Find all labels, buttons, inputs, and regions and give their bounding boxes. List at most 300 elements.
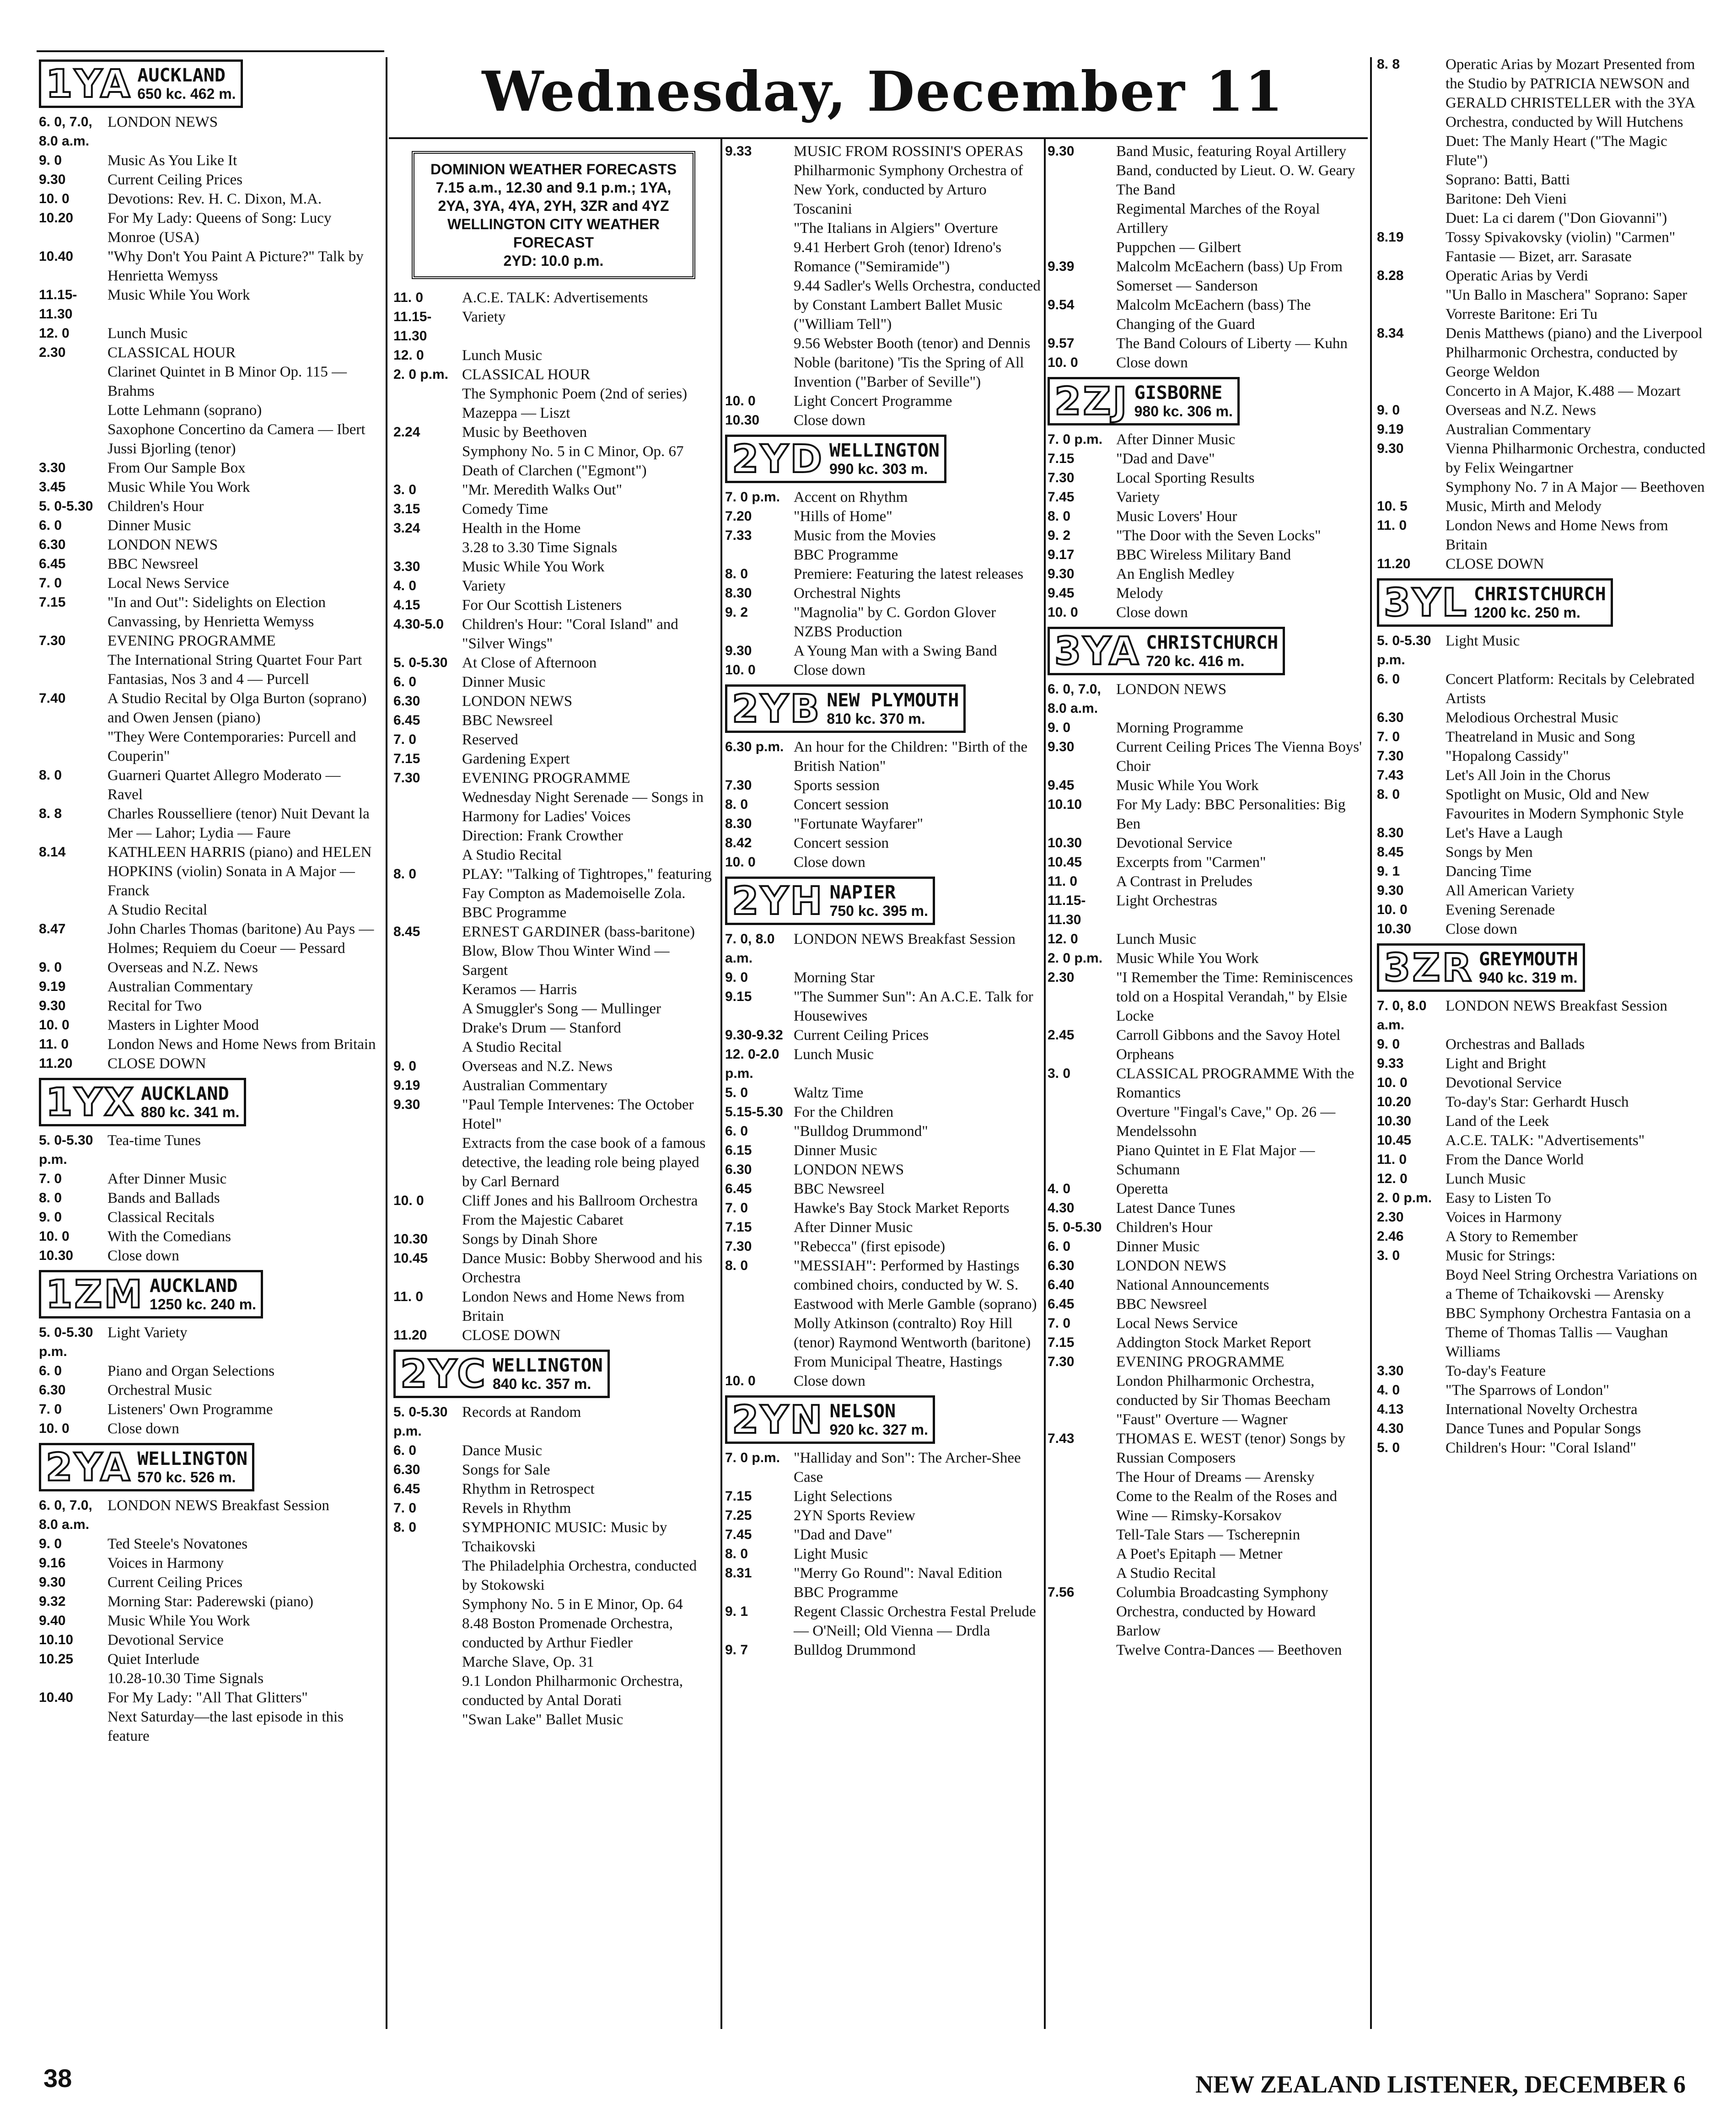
programme-row	[39, 151, 377, 170]
station-freq: 570 kc. 526 m.	[137, 1469, 236, 1485]
programme-row	[39, 766, 377, 804]
programme-row	[1377, 900, 1706, 920]
programme-title: John Charles Thomas (baritone) Au Pays — Holmes; Requiem du Coeur — Pessard	[107, 921, 374, 957]
programme-title: Close down	[1116, 355, 1188, 371]
programme-title: BBC Programme	[794, 1584, 898, 1601]
programme-time: 8.45	[393, 924, 420, 939]
programme-time	[1048, 1372, 1116, 1410]
programme-title: Light Concert Programme	[794, 393, 952, 409]
programme-time: 6. 0	[39, 518, 62, 533]
programme-row	[39, 1592, 377, 1611]
programme-title: BBC Symphony Orchestra Fantasia on a Theme of Thomas Tallis — Vaughan Williams	[1446, 1305, 1691, 1360]
programme-title: Light Orchestras	[1116, 893, 1217, 909]
programme-row	[39, 1419, 377, 1438]
programme-time	[725, 334, 794, 392]
programme-title: MUSIC FROM ROSSINI'S OPERAS	[794, 143, 1024, 160]
programme-title: BBC Newsreel	[462, 712, 553, 729]
programme-title: Dancing Time	[1446, 863, 1532, 880]
station-place: CHRISTCHURCH	[1473, 583, 1606, 605]
programme-title: Easy to Listen To	[1446, 1190, 1551, 1206]
programme-title: "MESSIAH": Performed by Hastings combined choirs, conducted by W. S. Eastwood with Merle Gamble (soprano) Molly Atkinson (contralto) Roy Hill (tenor) Raymond Wentworth (baritone) From Municipal Theatre, Hastings	[794, 1258, 1037, 1370]
programme-title: Bulldog Drummond	[794, 1642, 916, 1658]
programme-title: A Studio Recital	[462, 1039, 562, 1055]
programme-title: CLOSE DOWN	[107, 1055, 206, 1072]
programme-row	[1048, 488, 1363, 507]
programme-time: 6.45	[393, 1481, 420, 1496]
programme-time: 6.45	[39, 556, 66, 571]
programme-row	[1377, 209, 1706, 228]
station-freq: 810 kc. 370 m.	[827, 710, 925, 727]
programme-time: 5. 0-5.30	[393, 655, 448, 670]
programme-row	[1377, 228, 1706, 266]
programme-title: Lunch Music	[1446, 1171, 1526, 1187]
programme-row	[393, 999, 714, 1018]
programme-title: Music While You Work	[107, 1613, 250, 1629]
station-place: WELLINGTON	[829, 440, 940, 461]
programme-title: A Studio Recital	[462, 847, 562, 863]
programme-time: 9.54	[1048, 297, 1075, 312]
programme-time: 9. 0	[725, 970, 748, 985]
programme-row	[725, 1602, 1043, 1641]
programme-title: Music by Beethoven	[462, 424, 587, 441]
programme-time: 8. 0	[39, 768, 62, 783]
station-header-2yc	[393, 1350, 610, 1398]
programme-title: National Announcements	[1116, 1277, 1269, 1293]
programme-title: Death of Clarchen ("Egmont")	[462, 463, 647, 479]
programme-time: 9.30	[39, 998, 66, 1013]
programme-title: Next Saturday—the last episode in this feature	[107, 1709, 344, 1744]
programme-title: Close down	[794, 662, 865, 678]
programme-row	[393, 1595, 714, 1614]
programme-time: 8.34	[1377, 326, 1404, 341]
programme-time: 9.17	[1048, 547, 1075, 562]
programme-title: Concert session	[794, 796, 889, 813]
programme-title: Music While You Work	[1116, 777, 1259, 794]
programme-time: 7.43	[1377, 768, 1404, 783]
programme-time: 5. 0-5.30 p.m.	[1377, 633, 1431, 667]
page-number: 38	[43, 2064, 72, 2093]
programme-title: Denis Matthews (piano) and the Liverpool Philharmonic Orchestra, conducted by George Weldon	[1446, 325, 1703, 380]
programme-title: Cliff Jones and his Ballroom Orchestra	[462, 1193, 698, 1209]
programme-time: 9.33	[1377, 1056, 1404, 1071]
programme-title: A Studio Recital by Olga Burton (soprano) and Owen Jensen (piano)	[107, 690, 367, 726]
programme-time	[1048, 199, 1116, 238]
programme-time: 9.30-9.32	[725, 1028, 783, 1043]
programme-row	[1048, 1237, 1363, 1256]
programme-time: 10.30	[725, 413, 760, 428]
station-place: WELLINGTON	[137, 1448, 248, 1469]
programme-title: The Symphonic Poem (2nd of series) Mazeppa — Liszt	[462, 386, 688, 421]
programme-title: Saxophone Concertino da Camera — Ibert	[107, 421, 365, 438]
programme-row	[1048, 1544, 1363, 1564]
programme-time: 9.30	[393, 1097, 420, 1112]
programme-row	[39, 497, 377, 516]
programme-title: Bands and Ballads	[107, 1190, 220, 1206]
programme-row	[39, 804, 377, 843]
programme-row	[393, 1460, 714, 1480]
programme-row	[1048, 1314, 1363, 1333]
programme-title: London News and Home News from Britain	[1446, 517, 1668, 553]
programme-title: Dance Music: Bobby Sherwood and his Orchestra	[462, 1250, 703, 1286]
station-header-2yd	[725, 435, 946, 483]
programme-row	[39, 631, 377, 651]
programme-row	[1377, 189, 1706, 209]
programme-row	[39, 996, 377, 1016]
programme-row	[725, 661, 1043, 680]
schedule-list	[1048, 430, 1363, 622]
programme-time: 9.30	[39, 1575, 66, 1590]
weather-times: 7.15 a.m., 12.30 and 9.1 p.m.; 1YA, 2YA, 3YA, 4YA, 2YH, 3ZR and 4YZ	[435, 179, 672, 214]
programme-title: "Magnolia" by C. Gordon Glover	[794, 604, 996, 621]
station-header-3yl	[1377, 578, 1613, 627]
programme-time	[1048, 1103, 1116, 1141]
programme-title: Ted Steele's Novatones	[107, 1536, 248, 1552]
programme-title: Sports session	[794, 777, 880, 794]
programme-time: 10.45	[1048, 855, 1082, 870]
programme-time: 2.30	[1048, 970, 1075, 985]
programme-time: 9. 1	[725, 1604, 748, 1619]
programme-title: Melodious Orchestral Music	[1446, 710, 1618, 726]
programme-row	[1048, 238, 1363, 257]
programme-title: Revels in Rhythm	[462, 1500, 571, 1517]
programme-row	[393, 307, 714, 346]
programme-title: Variety	[462, 578, 506, 594]
programme-title: "Hopalong Cassidy"	[1446, 748, 1569, 764]
programme-time: 9. 2	[725, 605, 748, 620]
programme-time: 11. 0	[393, 290, 424, 305]
programme-row	[393, 845, 714, 865]
programme-title: Local News Service	[107, 575, 229, 592]
programme-row	[1048, 1352, 1363, 1372]
programme-title: EVENING PROGRAMME	[462, 770, 630, 786]
programme-row	[39, 1189, 377, 1208]
programme-time: 10.20	[39, 210, 74, 226]
programme-row	[725, 219, 1043, 238]
programme-title: Songs by Men	[1446, 844, 1533, 861]
programme-row	[393, 596, 714, 615]
programme-title: "In and Out": Sidelights on Election Canvassing, by Henrietta Wemyss	[107, 594, 326, 630]
programme-title: For My Lady: BBC Personalities: Big Ben	[1116, 796, 1346, 832]
programme-row	[39, 1554, 377, 1573]
programme-title: Melody	[1116, 585, 1163, 602]
programme-row	[1048, 853, 1363, 872]
programme-title: Blow, Blow Thou Winter Wind — Sargent	[462, 943, 670, 979]
station-call: 3YL	[1384, 580, 1468, 625]
programme-title: 9.1 London Philharmonic Orchestra, conducted by Antal Dorati	[462, 1673, 683, 1709]
programme-row	[39, 1054, 377, 1073]
programme-row	[1048, 1275, 1363, 1295]
programme-time: 10.10	[39, 1632, 74, 1647]
programme-row	[39, 1573, 377, 1592]
column-5	[1377, 55, 1706, 1458]
station-header-3zr	[1377, 943, 1585, 992]
programme-row	[393, 711, 714, 730]
programme-time: 8. 8	[39, 806, 62, 821]
station-place: NEW PLYMOUTH	[827, 689, 959, 711]
programme-title: LONDON NEWS	[107, 114, 218, 130]
programme-title: Masters in Lighter Mood	[107, 1017, 259, 1033]
programme-title: Music While You Work	[462, 559, 605, 575]
programme-title: Operetta	[1116, 1181, 1168, 1197]
programme-row	[39, 554, 377, 574]
programme-time: 8.42	[725, 835, 752, 850]
programme-time: 6. 0	[39, 1363, 62, 1378]
programme-row	[1048, 834, 1363, 853]
programme-time: 9. 2	[1048, 528, 1071, 543]
programme-row	[1048, 737, 1363, 776]
programme-row	[725, 1372, 1043, 1391]
programme-title: A Story to Remember	[1446, 1228, 1578, 1245]
page-title: Wednesday, December 11	[482, 59, 1284, 124]
programme-time	[725, 238, 794, 276]
station-place: WELLINGTON	[492, 1355, 603, 1376]
programme-time: 4.15	[393, 597, 420, 613]
station-freq: 940 kc. 319 m.	[1479, 969, 1578, 986]
programme-row	[1048, 1218, 1363, 1237]
programme-title: Australian Commentary	[107, 979, 253, 995]
programme-row	[393, 1672, 714, 1710]
programme-time: 7.20	[725, 509, 752, 524]
programme-time: 11. 0	[1048, 874, 1078, 889]
programme-time: 7. 0 p.m.	[1048, 432, 1103, 447]
programme-row	[393, 480, 714, 500]
programme-row	[39, 113, 377, 151]
programme-time: 7. 0	[1377, 729, 1400, 744]
programme-row	[1377, 766, 1706, 785]
programme-row	[1377, 1438, 1706, 1458]
programme-time: 3. 0	[393, 482, 417, 497]
programme-title: Drake's Drum — Stanford	[462, 1020, 621, 1036]
programme-title: LONDON NEWS Breakfast Session	[107, 1497, 329, 1514]
programme-row	[39, 1035, 377, 1054]
programme-title: Current Ceiling Prices The Vienna Boys' Choir	[1116, 739, 1362, 775]
programme-time	[393, 942, 462, 980]
programme-title: A.C.E. TALK: Advertisements	[462, 290, 648, 306]
programme-title: Symphony No. 7 in A Major — Beethoven	[1446, 479, 1705, 495]
station-call: 2YA	[46, 1445, 132, 1490]
programme-row	[39, 247, 377, 285]
programme-row	[393, 384, 714, 423]
programme-time: 6.40	[1048, 1277, 1075, 1292]
programme-time: 8. 0	[1377, 787, 1400, 802]
programme-title: Classical Recitals	[107, 1209, 215, 1226]
programme-title: Band Music, featuring Royal Artillery Band, conducted by Lieut. O. W. Geary	[1116, 143, 1355, 179]
programme-title: For My Lady: "All That Glitters"	[107, 1690, 308, 1706]
programme-time: 10.45	[393, 1251, 428, 1266]
programme-row	[1048, 199, 1363, 238]
programme-row	[1377, 55, 1706, 132]
weather-city-time: 2YD: 10.0 p.m.	[503, 253, 604, 269]
programme-title: London News and Home News from Britain	[462, 1289, 685, 1324]
programme-time: 8. 0	[725, 797, 748, 812]
programme-time: 10. 0	[393, 1193, 424, 1208]
programme-time: 7.40	[39, 691, 66, 706]
title-rule	[389, 137, 1368, 139]
programme-title: PLAY: "Talking of Tightropes," featuring Fay Compton as Mademoiselle Zola.	[462, 866, 712, 902]
programme-title: The International String Quartet Four Part Fantasias, Nos 3 and 4 — Purcell	[107, 652, 362, 688]
programme-time	[393, 1018, 462, 1038]
programme-title: Comedy Time	[462, 501, 548, 517]
programme-row	[725, 1218, 1043, 1237]
programme-row	[1048, 776, 1363, 795]
programme-row	[725, 1506, 1043, 1525]
schedule-list	[725, 737, 1043, 872]
station-freq: 980 kc. 306 m.	[1134, 403, 1233, 420]
programme-time	[39, 439, 107, 458]
programme-title: Vienna Philharmonic Orchestra, conducted by Felix Weingartner	[1446, 441, 1705, 476]
programme-time: 9.30	[39, 172, 66, 187]
programme-time: 2.45	[1048, 1028, 1075, 1043]
programme-title: London Philharmonic Orchestra, conducted by Sir Thomas Beecham	[1116, 1373, 1331, 1409]
station-freq: 990 kc. 303 m.	[829, 460, 928, 477]
programme-title: Dance Music	[462, 1442, 543, 1459]
programme-time: 9. 0	[39, 153, 62, 168]
programme-row	[725, 411, 1043, 430]
programme-title: Philharmonic Symphony Orchestra of New York, conducted by Arturo Toscanini	[794, 162, 1023, 217]
programme-title: For the Children	[794, 1104, 894, 1120]
programme-time: 4.13	[1377, 1402, 1404, 1417]
programme-title: Operatic Arias by Verdi	[1446, 268, 1588, 284]
programme-row	[1048, 1333, 1363, 1352]
programme-row	[725, 814, 1043, 834]
programme-time: 4. 0	[393, 578, 417, 593]
programme-time	[1377, 285, 1446, 324]
programme-row	[39, 1016, 377, 1035]
programme-title: LONDON NEWS Breakfast Session	[1446, 998, 1667, 1014]
programme-title: 9.44 Sadler's Wells Orchestra, conducted by Constant Lambert Ballet Music ("William Tell")	[794, 278, 1041, 333]
programme-title: "Halliday and Son": The Archer-Shee Case	[794, 1450, 1021, 1485]
programme-time: 10.40	[39, 1690, 74, 1705]
programme-title: Lunch Music	[1116, 931, 1197, 947]
programme-row	[393, 1326, 714, 1345]
programme-time	[725, 622, 794, 641]
programme-row	[725, 238, 1043, 276]
programme-time: 7.15	[725, 1489, 752, 1504]
programme-row	[39, 458, 377, 478]
programme-row	[39, 958, 377, 977]
programme-title: Extracts from the case book of a famous detective, the leading role being played by Carl Bernard	[462, 1135, 706, 1190]
programme-time: 12. 0-2.0 p.m.	[725, 1047, 779, 1081]
programme-row	[1048, 1487, 1363, 1525]
station-call: 3ZR	[1384, 945, 1474, 990]
programme-row	[1377, 1150, 1706, 1169]
programme-row	[1377, 1265, 1706, 1304]
programme-time: 10. 0	[725, 855, 756, 870]
station-call: 1YA	[46, 61, 132, 106]
column-4	[1048, 142, 1363, 1660]
programme-title: Close down	[1116, 604, 1188, 621]
programme-time: 5. 0	[1377, 1440, 1400, 1455]
programme-title: "Hills of Home"	[794, 508, 892, 525]
programme-time: 8.30	[725, 586, 752, 601]
programme-time: 6.45	[1048, 1297, 1075, 1312]
programme-title: Close down	[794, 1373, 865, 1389]
programme-row	[1377, 631, 1706, 670]
programme-time: 10. 5	[1377, 499, 1408, 514]
programme-row	[393, 730, 714, 749]
programme-time: 7.43	[1048, 1431, 1075, 1446]
programme-title: Devotional Service	[107, 1632, 224, 1648]
station-freq: 880 kc. 341 m.	[141, 1103, 240, 1120]
programme-row	[393, 826, 714, 845]
schedule-list	[39, 1323, 377, 1438]
programme-title: After Dinner Music	[1116, 431, 1236, 448]
programme-time	[393, 1710, 462, 1729]
programme-title: Regent Classic Orchestra Festal Prelude — O'Neill; Old Vienna — Drdla	[794, 1603, 1036, 1639]
programme-row	[1048, 718, 1363, 737]
programme-time: 6.45	[725, 1181, 752, 1196]
programme-time: 3.15	[393, 501, 420, 517]
programme-row	[393, 423, 714, 442]
programme-title: Duet: The Manly Heart ("The Magic Flute")	[1446, 133, 1667, 169]
programme-row	[725, 1237, 1043, 1256]
programme-title: Concert session	[794, 835, 889, 851]
programme-time: 7.30	[1048, 1354, 1075, 1369]
programme-title: Overseas and N.Z. News	[107, 959, 258, 976]
programme-title: LONDON NEWS	[1116, 681, 1227, 698]
programme-title: The Band Colours of Liberty — Kuhn	[1116, 335, 1348, 352]
programme-time: 10.30	[393, 1232, 428, 1247]
programme-row	[1377, 497, 1706, 516]
programme-row	[39, 516, 377, 535]
programme-row	[725, 834, 1043, 853]
station-freq: 840 kc. 357 m.	[492, 1375, 591, 1392]
programme-title: Morning Programme	[1116, 720, 1243, 736]
programme-time: 3.45	[39, 479, 66, 495]
programme-row	[393, 1403, 714, 1441]
programme-title: Listeners' Own Programme	[107, 1401, 273, 1418]
programme-time	[1048, 180, 1116, 199]
station-header-2ya	[39, 1443, 254, 1491]
programme-row	[725, 1641, 1043, 1660]
programme-time: 7.15	[393, 751, 420, 766]
programme-title: A Studio Recital	[1116, 1565, 1216, 1582]
programme-title: 10.28-10.30 Time Signals	[107, 1670, 264, 1687]
programme-row	[725, 584, 1043, 603]
programme-time: 7.30	[725, 1239, 752, 1254]
programme-title: From Our Sample Box	[107, 460, 246, 476]
programme-row	[393, 538, 714, 557]
programme-time: 10.30	[1377, 921, 1412, 936]
programme-row	[39, 343, 377, 362]
programme-time: 9.30	[1377, 441, 1404, 456]
programme-title: Reserved	[462, 732, 518, 748]
programme-time: 7. 0 p.m.	[725, 490, 780, 505]
programme-title: Guarneri Quartet Allegro Moderato — Ravel	[107, 767, 341, 803]
programme-title: Come to the Realm of the Roses and Wine — Rimsky-Korsakov	[1116, 1488, 1337, 1524]
programme-title: Local Sporting Results	[1116, 470, 1255, 486]
programme-time: 2.24	[393, 425, 420, 440]
programme-title: Regimental Marches of the Royal Artillery	[1116, 201, 1320, 237]
programme-row	[393, 519, 714, 538]
programme-time: 6.15	[725, 1143, 752, 1158]
programme-row	[393, 1018, 714, 1038]
station-freq: 650 kc. 462 m.	[137, 85, 236, 102]
programme-title: London News and Home News from Britain	[107, 1036, 376, 1053]
programme-title: 9.41 Herbert Groh (tenor) Idreno's Romance ("Semiramide")	[794, 239, 1002, 275]
programme-row	[1048, 449, 1363, 468]
programme-time: 9. 0	[1377, 403, 1400, 418]
programme-title: "Why Don't You Paint A Picture?" Talk by Henrietta Wemyss	[107, 248, 364, 284]
programme-title: All American Variety	[1446, 882, 1575, 899]
programme-time	[393, 1211, 462, 1230]
programme-time: 8.30	[725, 816, 752, 831]
programme-row	[39, 285, 377, 324]
programme-time	[1048, 1410, 1116, 1429]
programme-title: "The Door with the Seven Locks"	[1116, 527, 1321, 544]
programme-title: Evening Serenade	[1446, 902, 1555, 918]
programme-time: 5.15-5.30	[725, 1104, 783, 1119]
